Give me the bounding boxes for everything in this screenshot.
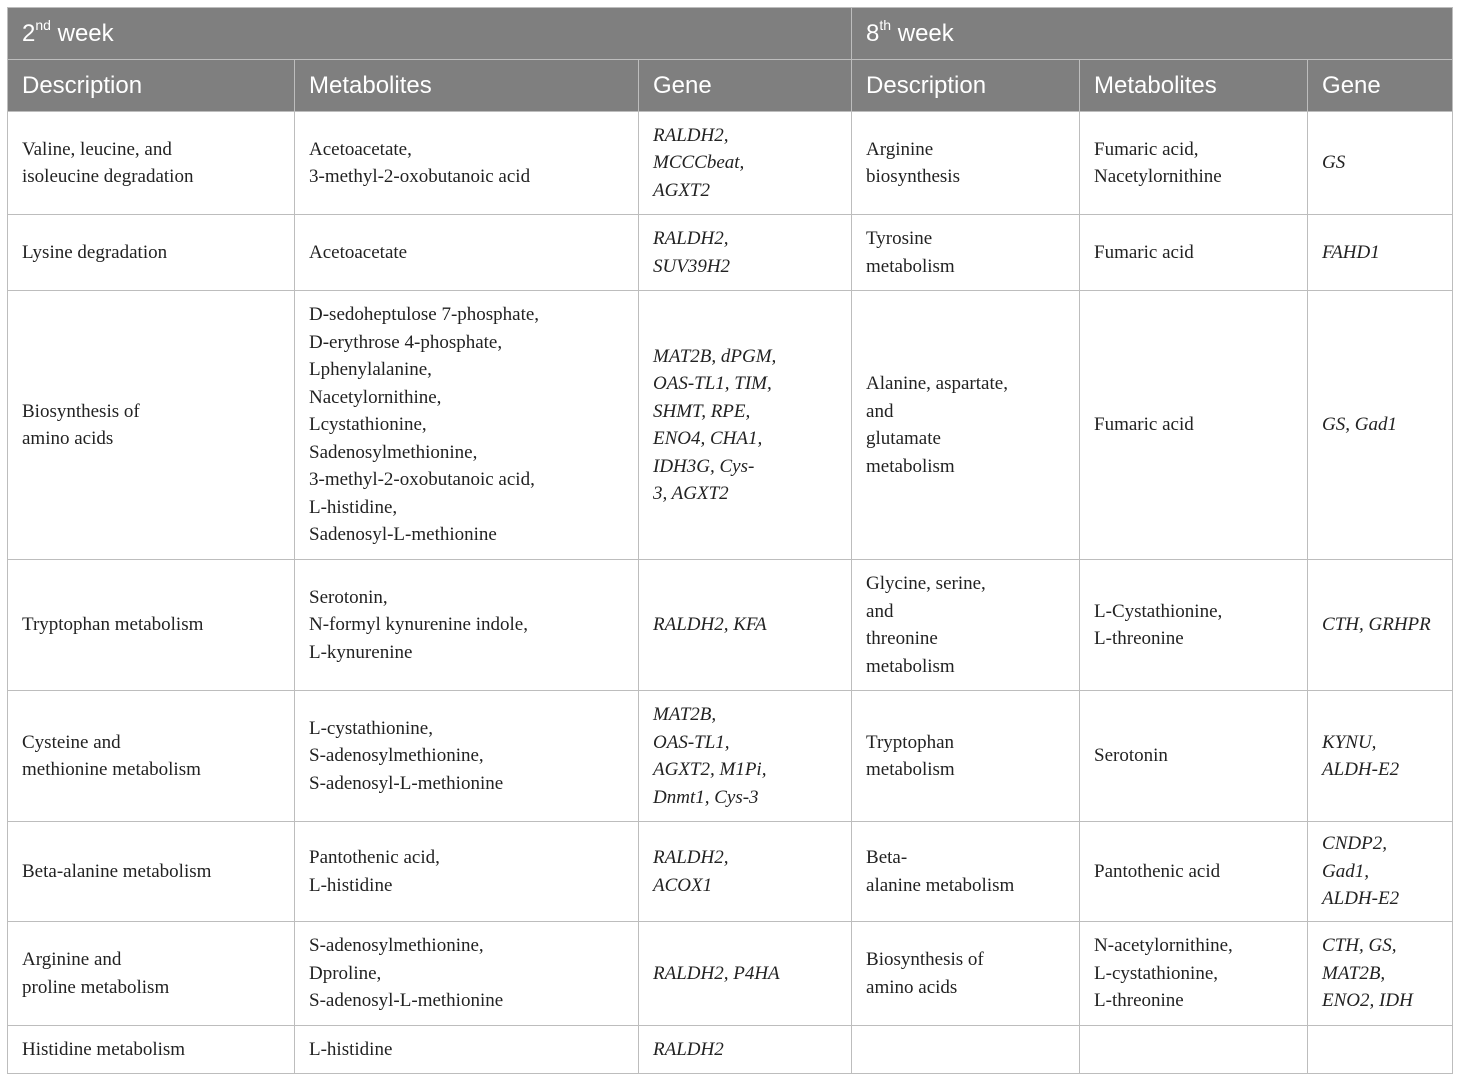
metabolites-week8-cell: Pantothenic acid bbox=[1080, 822, 1308, 922]
description-week8-cell bbox=[852, 1026, 1080, 1074]
column-header-gene-week2: Gene bbox=[639, 60, 852, 112]
description-week8-cell: Biosynthesis of amino acids bbox=[852, 922, 1080, 1026]
description-week8-cell: Tyrosine metabolism bbox=[852, 215, 1080, 291]
metabolites-week2-cell: L-histidine bbox=[295, 1026, 639, 1074]
gene-week2-cell: RALDH2, ACOX1 bbox=[639, 822, 852, 922]
gene-week2-cell: RALDH2, MCCCbeat, AGXT2 bbox=[639, 112, 852, 215]
gene-week2-cell: MAT2B, dPGM, OAS-TL1, TIM, SHMT, RPE, ENO4, CHA1, IDH3G, Cys- 3, AGXT2 bbox=[639, 291, 852, 560]
description-week2-cell: Tryptophan metabolism bbox=[8, 560, 295, 691]
description-week2-cell: Beta-alanine metabolism bbox=[8, 822, 295, 922]
gene-week8-cell: GS, Gad1 bbox=[1308, 291, 1453, 560]
week-2-header: 2nd week bbox=[8, 8, 852, 60]
gene-week2-cell: MAT2B, OAS-TL1, AGXT2, M1Pi, Dnmt1, Cys-3 bbox=[639, 691, 852, 822]
column-header-row bbox=[8, 60, 1453, 112]
description-week2-cell: Lysine degradation bbox=[8, 215, 295, 291]
column-header-gene-week8: Gene bbox=[1308, 60, 1453, 112]
description-week2-cell: Biosynthesis of amino acids bbox=[8, 291, 295, 560]
description-week2-cell: Arginine and proline metabolism bbox=[8, 922, 295, 1026]
metabolites-week2-cell: Acetoacetate, 3-methyl-2-oxobutanoic acid bbox=[295, 112, 639, 215]
gene-week8-cell: FAHD1 bbox=[1308, 215, 1453, 291]
metabolites-week2-cell: S-adenosylmethionine, Dproline, S-adenosyl-L-methionine bbox=[295, 922, 639, 1026]
table-row bbox=[8, 291, 1453, 560]
description-week8-cell: Alanine, aspartate, and glutamate metabolism bbox=[852, 291, 1080, 560]
table-row bbox=[8, 922, 1453, 1026]
description-week8-cell: Tryptophan metabolism bbox=[852, 691, 1080, 822]
description-week2-cell: Valine, leucine, and isoleucine degradation bbox=[8, 112, 295, 215]
column-header-metabolites-week2: Metabolites bbox=[295, 60, 639, 112]
description-week2-cell: Cysteine and methionine metabolism bbox=[8, 691, 295, 822]
gene-week8-cell: KYNU, ALDH-E2 bbox=[1308, 691, 1453, 822]
metabolites-week8-cell: L-Cystathionine, L-threonine bbox=[1080, 560, 1308, 691]
metabolites-week8-cell: Fumaric acid, Nacetylornithine bbox=[1080, 112, 1308, 215]
metabolites-week2-cell: L-cystathionine, S-adenosylmethionine, S-adenosyl-L-methionine bbox=[295, 691, 639, 822]
metabolites-week2-cell: Pantothenic acid, L-histidine bbox=[295, 822, 639, 922]
gene-week8-cell bbox=[1308, 1026, 1453, 1074]
description-week8-cell: Beta- alanine metabolism bbox=[852, 822, 1080, 922]
week-group-header-row bbox=[8, 8, 1453, 60]
metabolites-week8-cell: Fumaric acid bbox=[1080, 291, 1308, 560]
table-row bbox=[8, 1026, 1453, 1074]
table-container bbox=[7, 7, 1452, 1074]
table-row bbox=[8, 822, 1453, 922]
metabolites-week8-cell: N-acetylornithine, L-cystathionine, L-threonine bbox=[1080, 922, 1308, 1026]
metabolites-week8-cell bbox=[1080, 1026, 1308, 1074]
gene-week2-cell: RALDH2, SUV39H2 bbox=[639, 215, 852, 291]
metabolites-week8-cell: Serotonin bbox=[1080, 691, 1308, 822]
column-header-description-week2: Description bbox=[8, 60, 295, 112]
metabolites-week2-cell: D-sedoheptulose 7-phosphate, D-erythrose 4-phosphate, Lphenylalanine, Nacetylornithine, Lcystathionine, Sadenosylmethionine, 3-methyl-2-oxobutanoic acid, L-histidine, Sadenosyl-L-methionine bbox=[295, 291, 639, 560]
column-header-description-week8: Description bbox=[852, 60, 1080, 112]
description-week2-cell: Histidine metabolism bbox=[8, 1026, 295, 1074]
gene-week8-cell: CNDP2, Gad1, ALDH-E2 bbox=[1308, 822, 1453, 922]
column-header-metabolites-week8: Metabolites bbox=[1080, 60, 1308, 112]
metabolites-week2-cell: Acetoacetate bbox=[295, 215, 639, 291]
metabolites-week2-cell: Serotonin, N-formyl kynurenine indole, L-kynurenine bbox=[295, 560, 639, 691]
table-row bbox=[8, 215, 1453, 291]
description-week8-cell: Arginine biosynthesis bbox=[852, 112, 1080, 215]
gene-week2-cell: RALDH2, P4HA bbox=[639, 922, 852, 1026]
gene-week8-cell: CTH, GS, MAT2B, ENO2, IDH bbox=[1308, 922, 1453, 1026]
gene-week2-cell: RALDH2 bbox=[639, 1026, 852, 1074]
gene-week8-cell: CTH, GRHPR bbox=[1308, 560, 1453, 691]
table-row bbox=[8, 691, 1453, 822]
gene-week8-cell: GS bbox=[1308, 112, 1453, 215]
table-row bbox=[8, 112, 1453, 215]
gene-week2-cell: RALDH2, KFA bbox=[639, 560, 852, 691]
metabolite-pathway-table bbox=[7, 7, 1453, 1074]
table-row bbox=[8, 560, 1453, 691]
description-week8-cell: Glycine, serine, and threonine metabolism bbox=[852, 560, 1080, 691]
week-8-header: 8th week bbox=[852, 8, 1453, 60]
metabolites-week8-cell: Fumaric acid bbox=[1080, 215, 1308, 291]
